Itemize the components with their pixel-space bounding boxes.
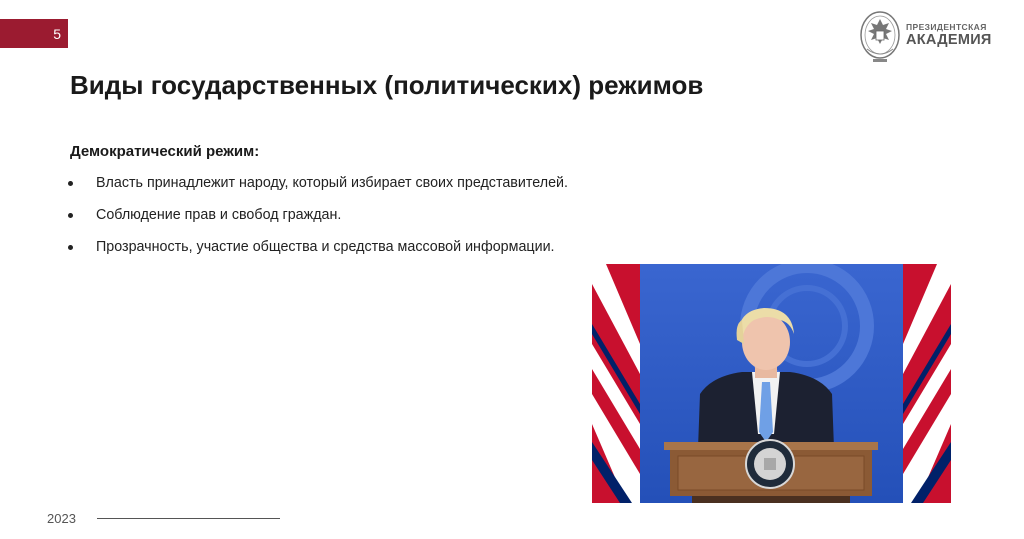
- slide-title: Виды государственных (политических) режимов: [70, 70, 704, 100]
- bullet-dot-icon: [68, 181, 73, 186]
- bullet-text: Власть принадлежит народу, который избирает своих представителей.: [96, 175, 568, 191]
- eagle-emblem-icon: [859, 9, 901, 65]
- slide-number: 5: [53, 25, 61, 42]
- footer-divider: [97, 518, 280, 519]
- bullet-text: Соблюдение прав и свобод граждан.: [96, 207, 342, 223]
- bullet-dot-icon: [68, 213, 73, 218]
- press-conference-photo: [592, 264, 951, 503]
- logo-line-1: ПРЕЗИДЕНТСКАЯ: [906, 22, 987, 32]
- academy-logo: [859, 9, 992, 65]
- bullet-text: Прозрачность, участие общества и средства массовой информации.: [96, 239, 555, 255]
- speaker-at-podium-image: [592, 264, 951, 503]
- slide-number-badge: [0, 19, 68, 48]
- footer-year: 2023: [47, 511, 76, 526]
- bullet-dot-icon: [68, 245, 73, 250]
- section-subtitle: Демократический режим:: [70, 143, 260, 160]
- logo-line-2: АКАДЕМИЯ: [906, 32, 992, 48]
